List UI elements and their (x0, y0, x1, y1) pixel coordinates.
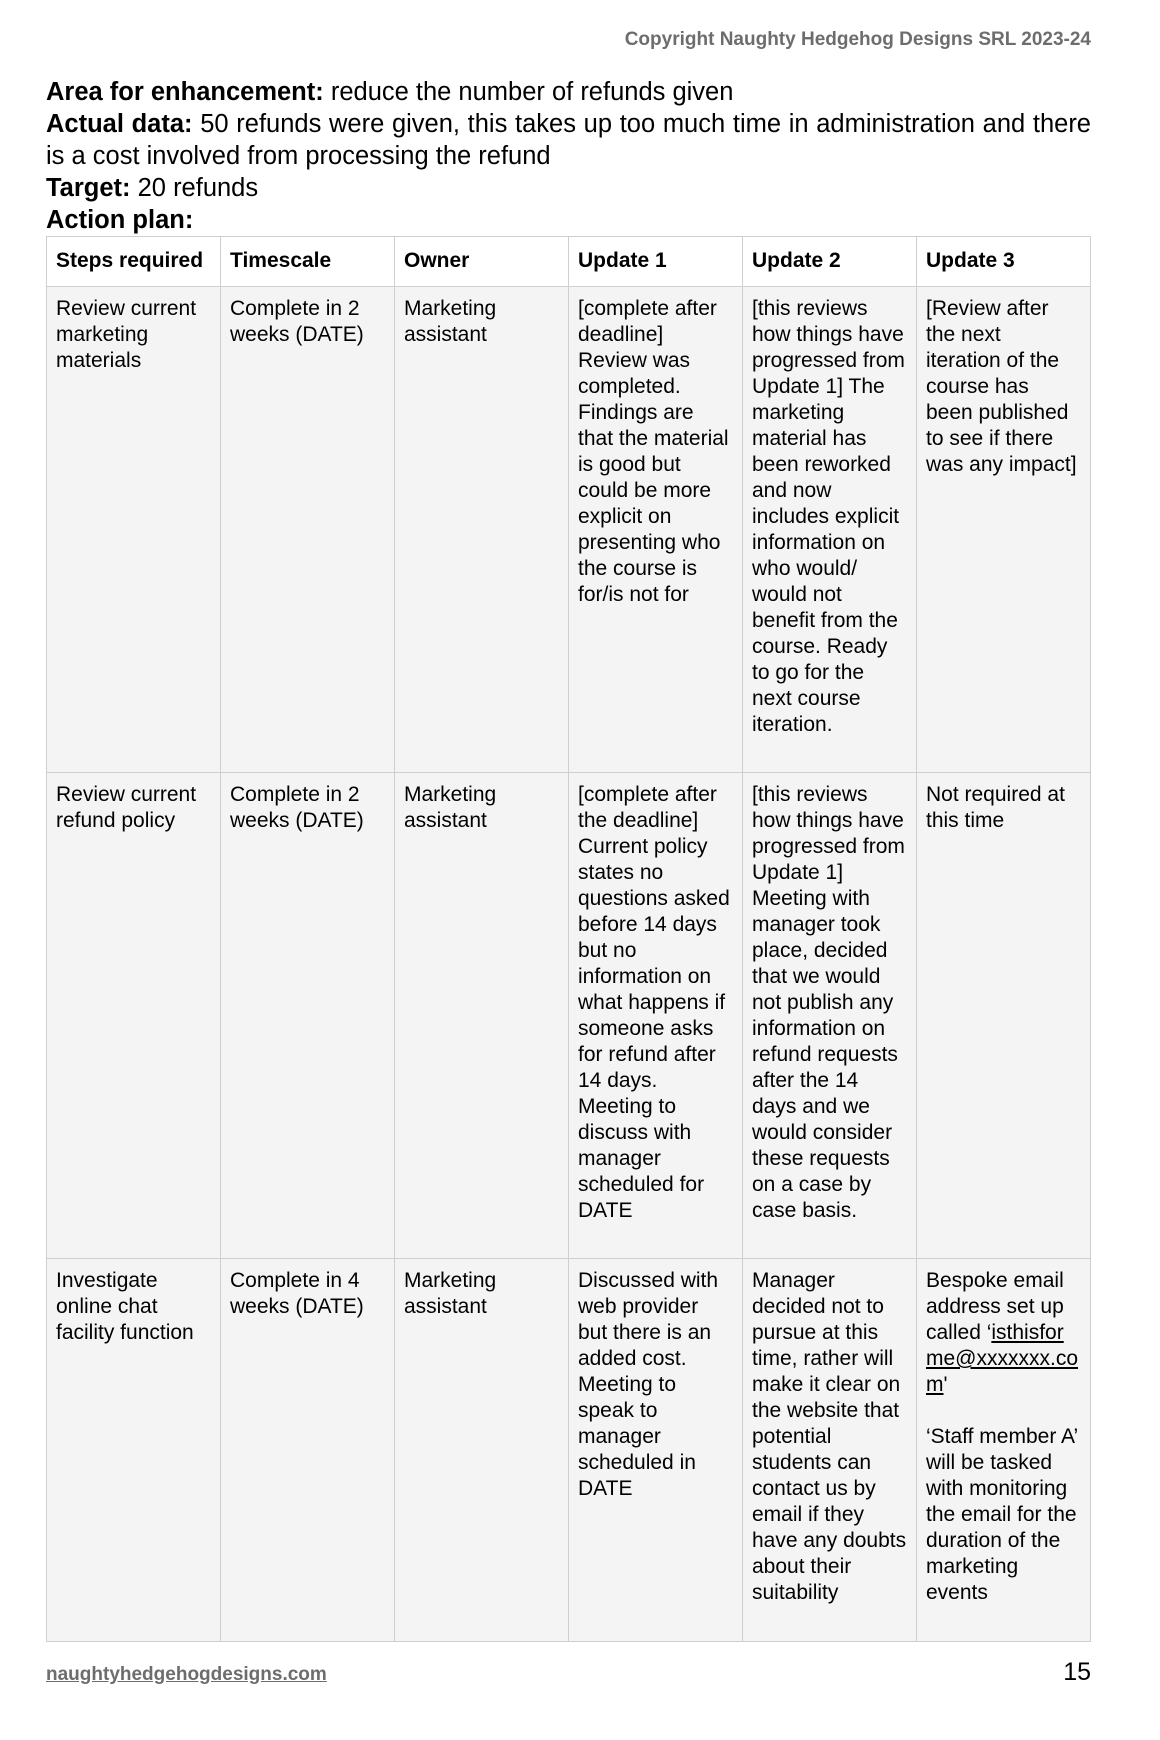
cell-update-2: [this reviews how things have progressed from Update 1] The marketing material has been reworked and now includes explicit information on who would/ would not benefit from the course. Ready to go for the next course iteration. (743, 287, 917, 773)
header-update-2: Update 2 (743, 237, 917, 287)
cell-timescale: Complete in 4 weeks (DATE) (221, 1259, 395, 1642)
cell-update-3: [Review after the next iteration of the course has been published to see if there was any impact] (917, 287, 1091, 773)
area-text: reduce the number of refunds given (323, 78, 734, 106)
cell-update-1: [complete after the deadline] Current policy states no questions asked before 14 days but no information on what happens if someone asks for refund after 14 days. Meeting to discuss with manager scheduled for DATE (569, 773, 743, 1259)
cell-timescale: Complete in 2 weeks (DATE) (221, 287, 395, 773)
actual-text: 50 refunds were given, this takes up too much time in administration and there is a cost involved from processing the refund (46, 110, 1091, 170)
header-owner: Owner (395, 237, 569, 287)
email-setup-text: Bespoke email address set up called ‘ (926, 1269, 1064, 1344)
actual-data (46, 108, 1091, 172)
cell-update-2: Manager decided not to pursue at this time, rather will make it clear on the website that potential students can contact us by email if they have any doubts about their suitability (743, 1259, 917, 1642)
cell-timescale: Complete in 2 weeks (DATE) (221, 773, 395, 1259)
header-update-1: Update 1 (569, 237, 743, 287)
actual-label: Actual data: (46, 110, 193, 138)
cell-update-1: Discussed with web provider but there is an added cost. Meeting to speak to manager scheduled in DATE (569, 1259, 743, 1642)
table-row (47, 287, 1091, 773)
header-steps-required: Steps required (47, 237, 221, 287)
area-for-enhancement (46, 76, 1091, 108)
table-header-row (47, 237, 1091, 287)
cell-update-3 (917, 1259, 1091, 1642)
cell-steps: Review current refund policy (47, 773, 221, 1259)
action-plan-label: Action plan: (46, 206, 194, 234)
footer-website-link[interactable]: naughtyhedgehogdesigns.com (46, 1664, 327, 1685)
header-timescale: Timescale (221, 237, 395, 287)
cell-owner: Marketing assistant (395, 287, 569, 773)
staff-member-text: ‘Staff member A’ will be tasked with monitoring the email for the duration of the marketing events (926, 1425, 1078, 1604)
table-row (47, 773, 1091, 1259)
table-row (47, 1259, 1091, 1642)
email-quote-close: ' (943, 1373, 948, 1396)
intro-section (46, 76, 1091, 236)
target-text: 20 refunds (130, 174, 259, 202)
action-plan-table (46, 236, 1091, 1642)
header-update-3: Update 3 (917, 237, 1091, 287)
email-link[interactable]: isthisforme@xxxxxxx.com (926, 1321, 1079, 1396)
cell-steps: Investigate online chat facility function (47, 1259, 221, 1642)
target (46, 172, 1091, 204)
cell-owner: Marketing assistant (395, 1259, 569, 1642)
cell-update-3: Not required at this time (917, 773, 1091, 1259)
page-number: 15 (1063, 1658, 1091, 1686)
action-plan-heading (46, 204, 1091, 236)
paragraph-spacer (926, 1398, 1081, 1424)
target-label: Target: (46, 174, 131, 202)
cell-owner: Marketing assistant (395, 773, 569, 1259)
cell-steps: Review current marketing materials (47, 287, 221, 773)
area-label: Area for enhancement: (46, 78, 324, 106)
cell-update-1: [complete after deadline] Review was completed. Findings are that the material is good but could be more explicit on presenting who the course is for/is not for (569, 287, 743, 773)
cell-update-2: [this reviews how things have progressed from Update 1] Meeting with manager took place, decided that we would not publish any information on refund requests after the 14 days and we would consider these requests on a case by case basis. (743, 773, 917, 1259)
copyright-notice: Copyright Naughty Hedgehog Designs SRL 2023-24 (624, 29, 1091, 50)
